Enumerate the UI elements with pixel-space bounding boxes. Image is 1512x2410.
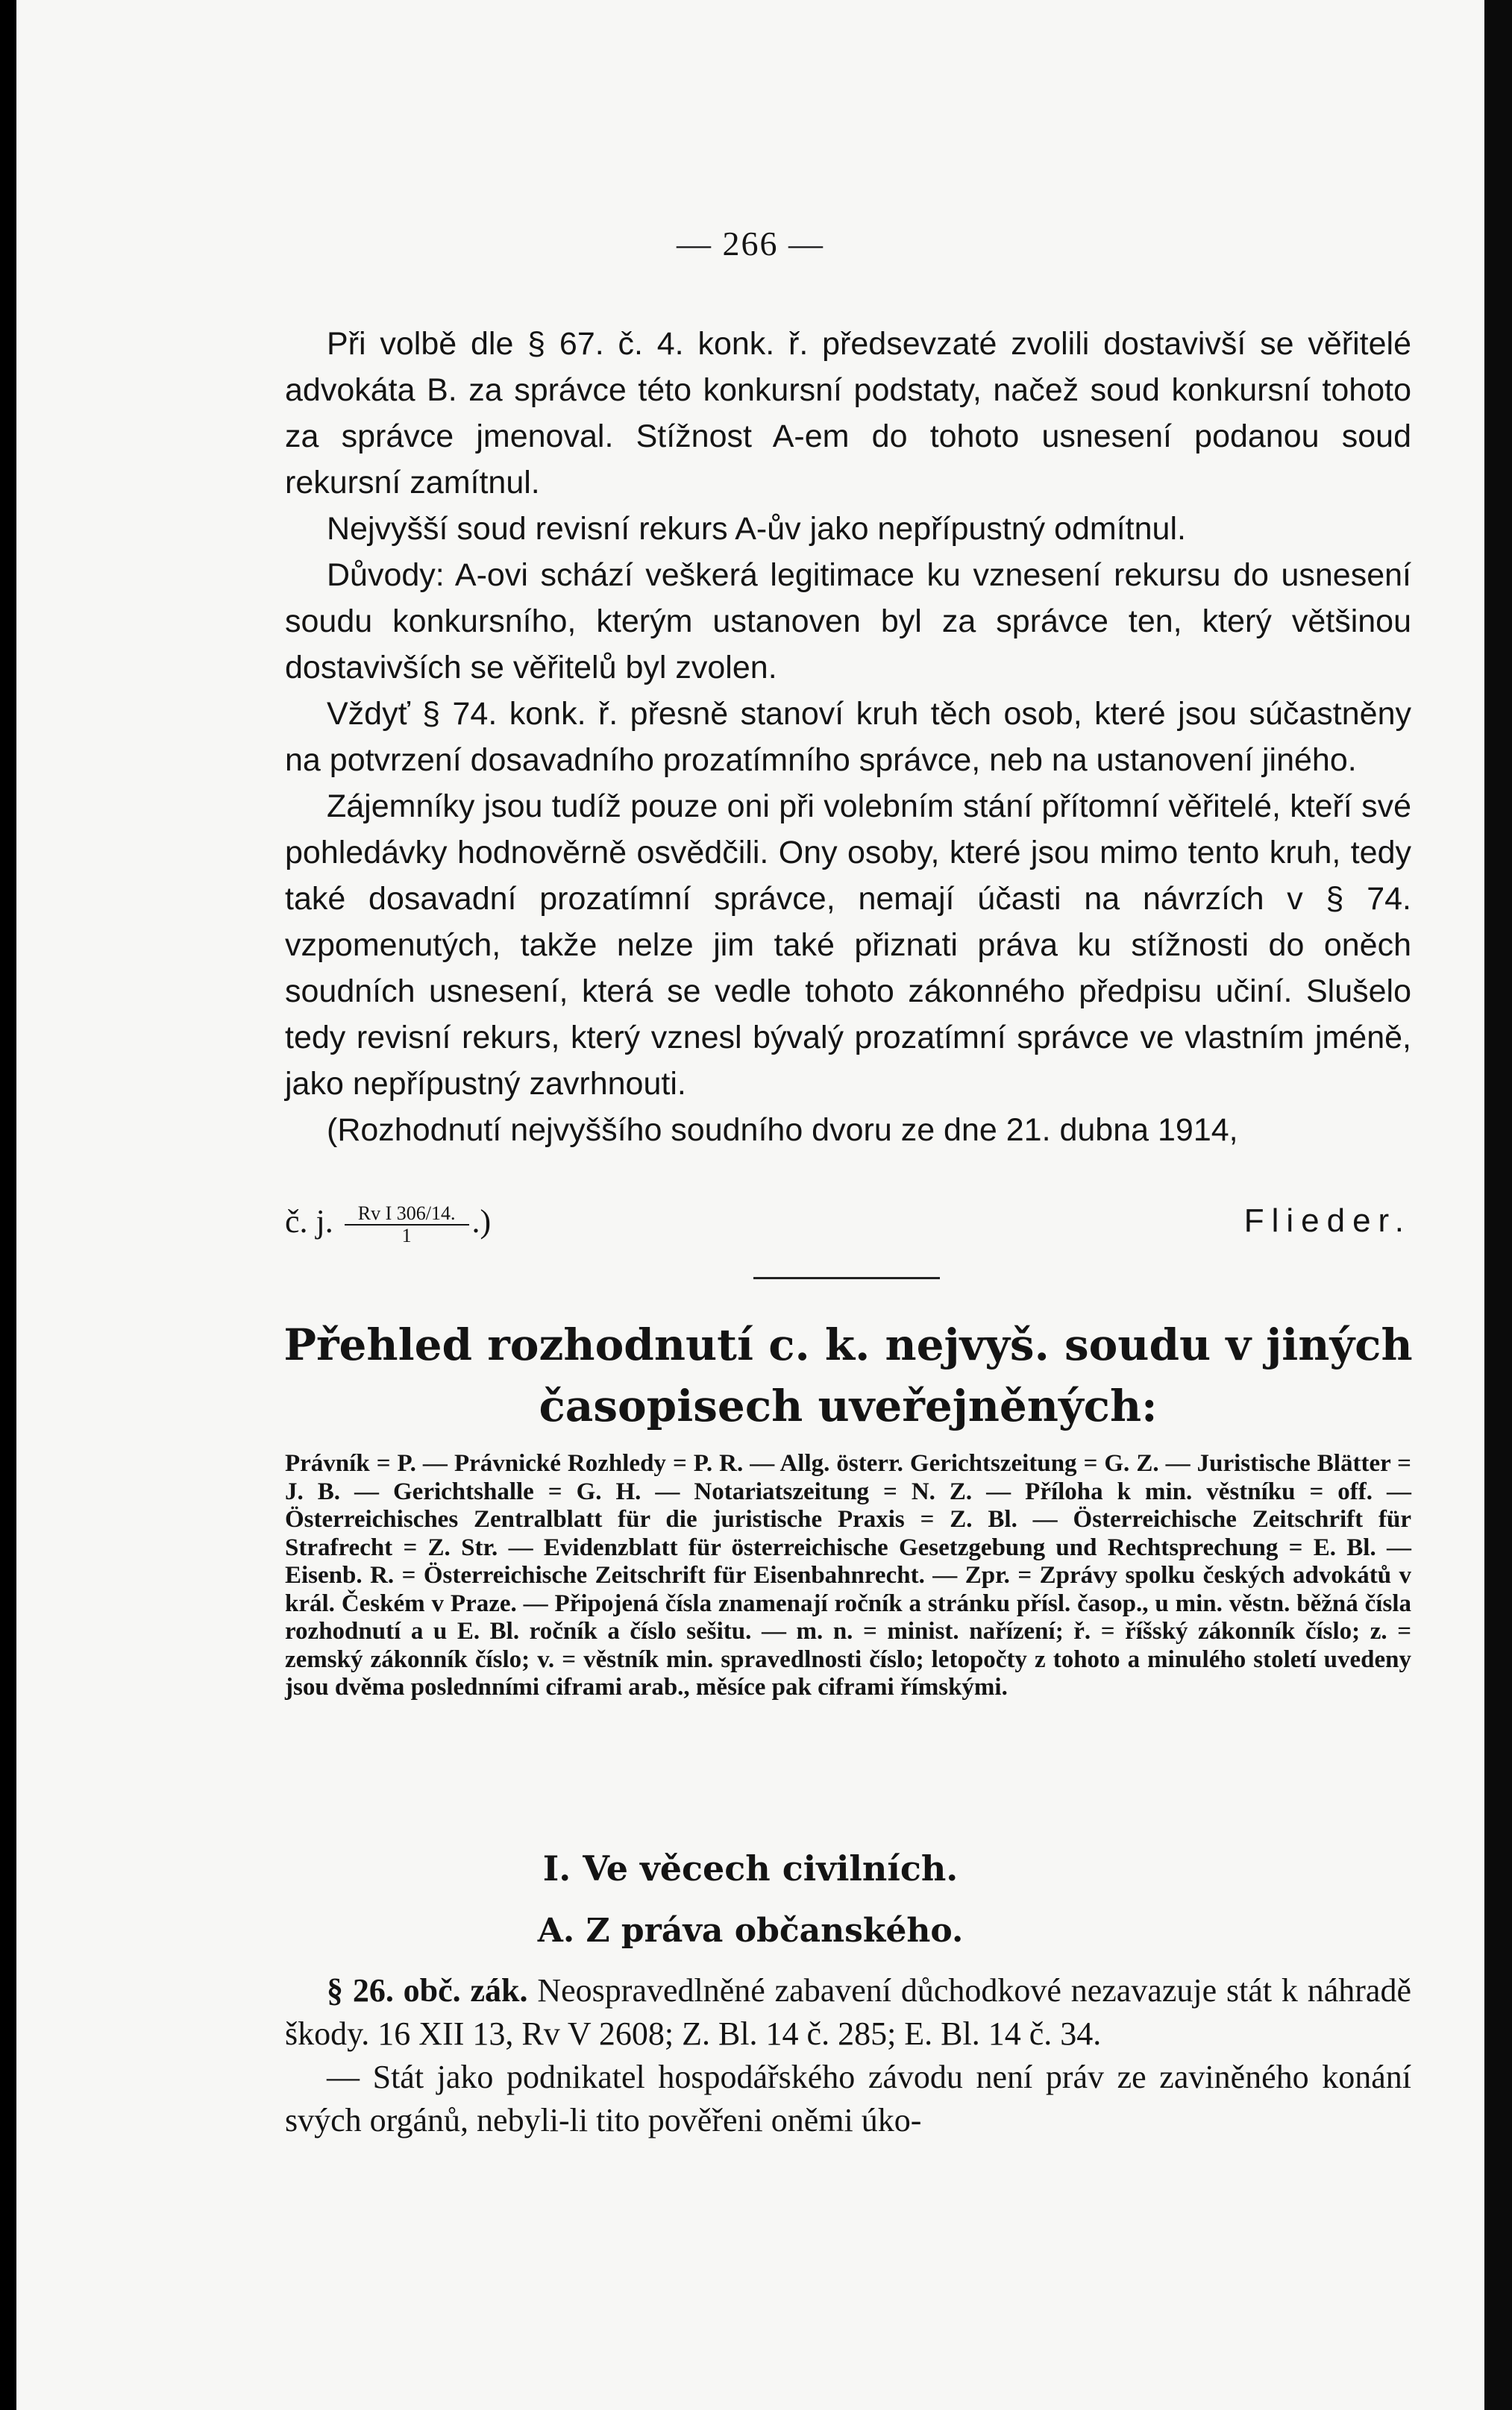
case-reference (285, 1202, 1411, 1246)
decision-text (285, 321, 1411, 1153)
case-ref-denominator: 1 (401, 1224, 412, 1246)
case-ref-numerator: Rv I 306/14. (345, 1203, 469, 1226)
case-ref-prefix: č. j. (285, 1203, 333, 1240)
case-ref-suffix: .) (471, 1203, 492, 1240)
subsection-subtitle: A. Z práva občanského. (537, 1912, 964, 1950)
case-ref-fraction (345, 1203, 469, 1246)
abbreviation-legend: Právník = P. — Právnické Rozhledy = P. R. — Allg. österr. Gerichtszeitung = G. Z. — Juristische Blätter = J. B. — Gerichtshalle = G. H. — Notariatszeitung = N. Z. — Příloha k min. věstníku = off. — Österreichisches Zentralblatt für die juristische Praxis = Z. Bl. — Österreichische Zeitschrift für Strafrecht = Z. Str. — Evidenzblatt für österreichische Gesetzgebung und Rechtsprechung = E. Bl. — Eisenb. R. = Österreichische Zeitschrift für Eisenbahnrecht. — Zpr. = Zprávy spolku českých advokátů v král. Českém v Praze. — Připojená čísla znamenají ročník a stránku přísl. časop., u min. věstn. běžná čísla rozhodnutí a u E. Bl. ročník a číslo sešitu. — m. n. = minist. nařízení; ř. = říšský zákonník číslo; z. = zemský zákonník číslo; v. = věstník min. spravedlnosti číslo; letopočty z tohoto a minulého století uvedeny jsou dvěma poslednními ciframi arab., měsíce pak ciframi římskými. (285, 1450, 1411, 1701)
entry-continuation: — Stát jako podnikatel hospodářského závodu není práv ze zaviněného konání svých orgánů, nebyli-li tito pověřeni oněmi úko- (285, 2059, 1411, 2138)
paragraph: (Rozhodnutí nejvyššího soudního dvoru ze dne 21. dubna 1914, (327, 1112, 1238, 1148)
section-heading (270, 1314, 1426, 1437)
paragraph: Vždyť § 74. konk. ř. přesně stanoví kruh těch osob, které jsou súčastněny na potvrzení dosavadního prozatímního správce, neb na ustanovení jiného. (285, 696, 1411, 778)
paragraph: Zájemníky jsou tudíž pouze oni při volebním stání přítomní věřitelé, kteří své pohledávky hodnověrně osvědčili. Ony osoby, které jsou mimo tento kruh, tedy také dosavadní prozatímní správce, nemají účasti na návrzích v § 74. vzpomenutých, takže nelze jim také přiznati práva ku stížnosti do oněch soudních usnesení, která se vedle tohoto zákonného předpisu učiní. Slušelo tedy revisní rekurs, který vznesl bývalý prozatímní správce ve vlastním jméně, jako nepřípustný zavrhnouti. (285, 788, 1411, 1102)
author-signature: Flieder. (1243, 1202, 1411, 1239)
entry-body: Neospravedlněné zabavení důchodkové nezavazuje stát k náhradě škody. 16 XII 13, Rv V 2608; Z. Bl. 14 č. 285; E. Bl. 14 č. 34. (285, 1972, 1411, 2052)
entry-lead: § 26. obč. zák. (327, 1972, 528, 2009)
divider (753, 1277, 940, 1279)
heading-line-2: časopisech uveřejněných: (539, 1381, 1158, 1431)
paragraph: Nejvyšší soud revisní rekurs A-ův jako nepřípustný odmítnul. (327, 511, 1186, 547)
page (16, 0, 1484, 2410)
paragraph: Důvody: A-ovi schází veškerá legitimace ku vznesení rekursu do usnesení soudu konkursního, kterým ustanoven byl za správce ten, který většinou dostavivších se věřitelů byl zvolen. (285, 557, 1411, 685)
scan-border (1484, 0, 1512, 2410)
page-number: — 266 — (677, 225, 824, 263)
subsection-title: I. Ve věcech civilních. (542, 1848, 959, 1889)
paragraph: Při volbě dle § 67. č. 4. konk. ř. předsevzaté zvolili dostavivší se věřitelé advokáta B. za správce této konkursní podstaty, načež soud konkursní tohoto za správce jmenoval. Stížnost A-em do tohoto usnesení podanou soud rekursní zamítnul. (285, 326, 1411, 500)
entry-text (285, 1969, 1411, 2142)
heading-line-1: Přehled rozhodnutí c. k. nejvyš. soudu v jiných (283, 1319, 1413, 1370)
